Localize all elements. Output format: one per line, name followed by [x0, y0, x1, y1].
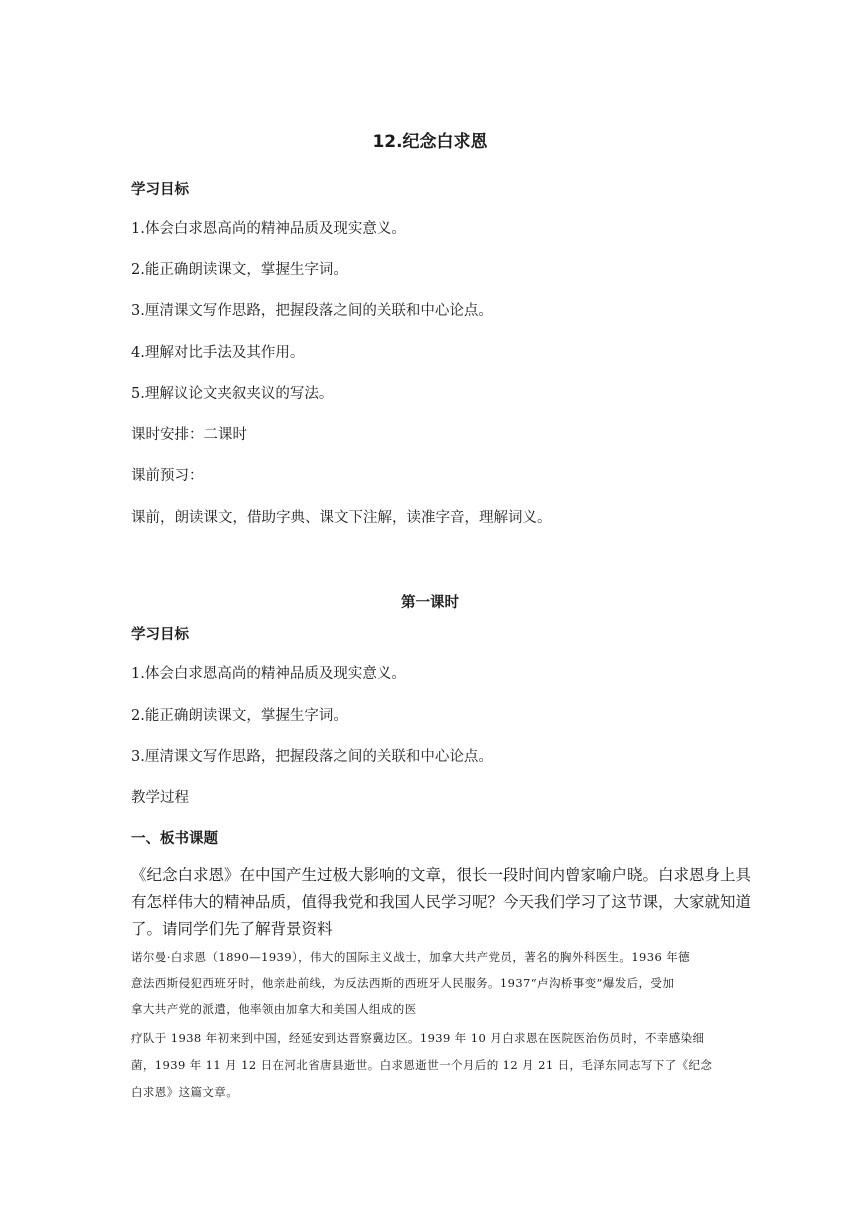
intro-line: 《纪念白求恩》在中国产生过极大影响的文章，很长一段时间内曾家喻户晓。白求恩身上具 [131, 866, 752, 884]
schedule-text: 课时安排：二课时 [131, 427, 247, 443]
background-line: 诺尔曼·白求恩（1890—1939），伟大的国际主义战士，加拿大共产党员，著名的胸外科医生。1936 年德 [131, 950, 691, 964]
document-title: 12.纪念白求恩 [372, 132, 488, 152]
objective-item: 3.厘清课文写作思路，把握段落之间的关联和中心论点。 [131, 303, 493, 319]
objective-item: 2.能正确朗读课文，掌握生字词。 [131, 262, 348, 278]
step-heading: 一、板书课题 [131, 831, 218, 847]
background-line: 白求恩》这篇文章。 [131, 1085, 239, 1099]
preview-text: 课前，朗读课文，借助字典、课文下注解，读准字音，理解词义。 [131, 510, 552, 526]
objective-item: 1.体会白求恩高尚的精神品质及现实意义。 [131, 666, 406, 682]
background-line: 意法西斯侵犯西班牙时，他亲赴前线，为反法西斯的西班牙人民服务。1937“卢沟桥事变”爆发后，受加 [131, 976, 675, 990]
background-line: 菌，1939 年 11 月 12 日在河北省唐县逝世。白求恩逝世一个月后的 12 月 21 日，毛泽东同志写下了《纪念 [131, 1058, 713, 1072]
background-line: 拿大共产党的派遣，他率领由加拿大和美国人组成的医 [131, 1002, 417, 1016]
process-label: 教学过程 [131, 790, 189, 806]
objective-item: 5.理解议论文夹叙夹议的写法。 [131, 386, 334, 402]
section-heading-objectives: 学习目标 [131, 182, 189, 198]
objective-item: 1.体会白求恩高尚的精神品质及现实意义。 [131, 221, 406, 237]
objective-item: 3.厘清课文写作思路，把握段落之间的关联和中心论点。 [131, 749, 493, 765]
intro-line: 有怎样伟大的精神品质，值得我党和我国人民学习呢？今天我们学习了这节课，大家就知道 [131, 893, 752, 911]
intro-line: 了。请同学们先了解背景资料 [131, 920, 333, 938]
preview-label: 课前预习： [131, 468, 204, 484]
objective-item: 2.能正确朗读课文，掌握生字词。 [131, 708, 348, 724]
background-line: 疗队于 1938 年初来到中国，经延安到达晋察冀边区。1939 年 10 月白求恩在医院医治伤员时，不幸感染细 [131, 1031, 705, 1045]
section-heading-objectives: 学习目标 [131, 627, 189, 643]
objective-item: 4.理解对比手法及其作用。 [131, 345, 305, 361]
lesson-title: 第一课时 [401, 595, 459, 611]
